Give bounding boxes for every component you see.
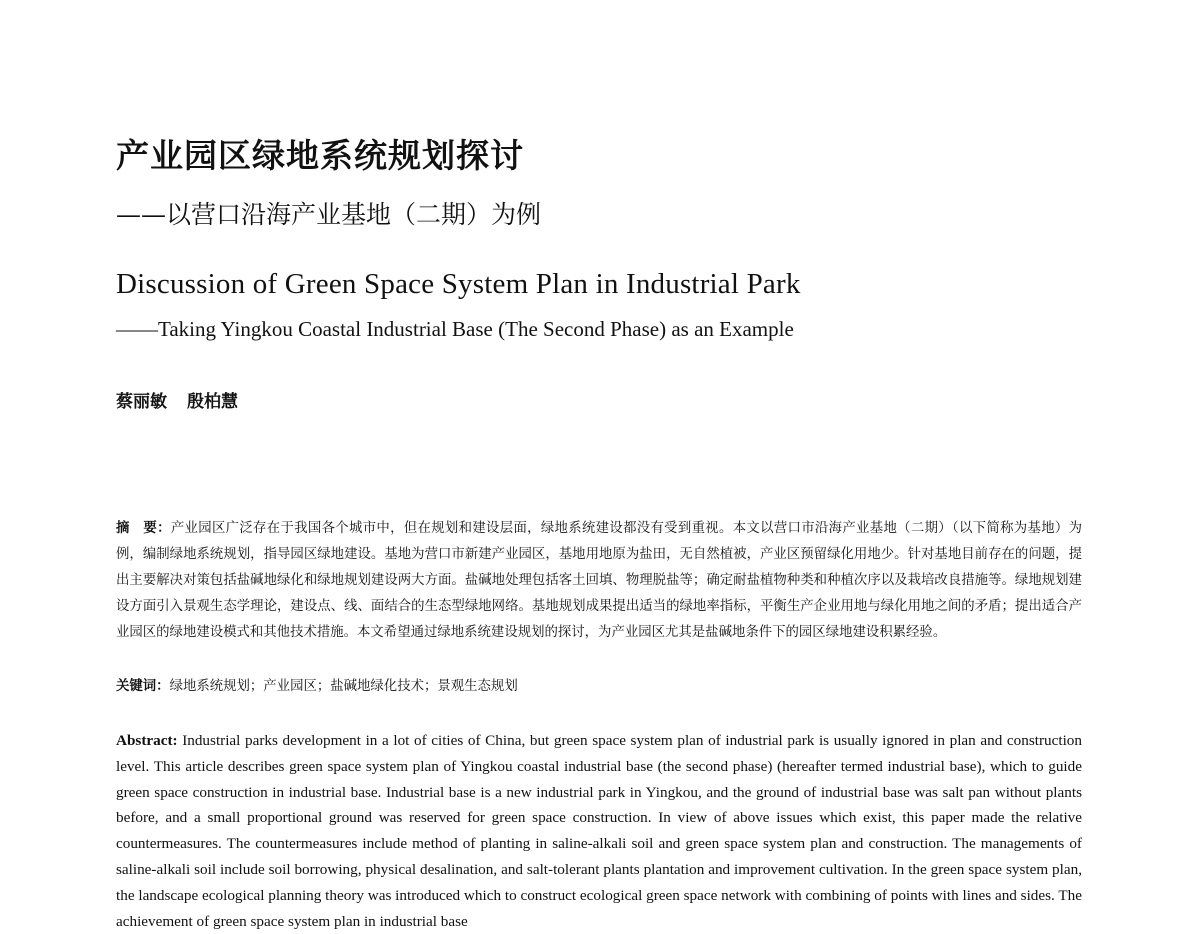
abstract-english-text: Industrial parks development in a lot of cities of China, but green space system plan of industrial park is usually ignored in plan and construction level. This article describes green space system plan of Yingkou coastal industrial base (the second phase) (hereafter termed industrial base), which to guide green space construction in industrial base. Industrial base is a new industrial park in Yingkou, and the ground of industrial base was salt pan without plants before, and a small proportional ground was reserved for green space construction. In view of above issues which exist, this paper made the relative countermeasures. The countermeasures include method of planting in saline-alkali soil and green space system plan and construction. The managements of saline-alkali soil include soil borrowing, physical desalination, and salt-tolerant plants plantation and improvement cultivation. In the green space system plan, the landscape ecological planning theory was introduced which to construct ecological green space network with combining of points with lines and sides. The achievement of green space system plan in industrial base — [116, 732, 1082, 930]
abstract-chinese-text: 产业园区广泛存在于我国各个城市中，但在规划和建设层面，绿地系统建设都没有受到重视。本文以营口市沿海产业基地（二期）（以下简称为基地）为例，编制绿地系统规划，指导园区绿地建设。基地为营口市新建产业园区，基地用地原为盐田，无自然植被，产业区预留绿化用地少。针对基地目前存在的问题，提出主要解决对策包括盐碱地绿化和绿地规划建设两大方面。盐碱地处理包括客土回填、物理脱盐等；确定耐盐植物种类和种植次序以及栽培改良措施等。绿地规划建设方面引入景观生态学理论，建设点、线、面结合的生态型绿地网络。基地规划成果提出适当的绿地率指标，平衡生产企业用地与绿化用地之间的矛盾；提出适合产业园区的绿地建设模式和其他技术措施。本文希望通过绿地系统建设规划的探讨，为产业园区尤其是盐碱地条件下的园区绿地建设积累经验。 — [116, 521, 1083, 640]
subtitle-chinese: ——以营口沿海产业基地（二期）为例 — [116, 200, 542, 229]
keywords-chinese-label: 关键词： — [116, 679, 170, 694]
abstract-chinese-label: 摘 要： — [116, 521, 171, 536]
keywords-chinese-text: 绿地系统规划；产业园区；盐碱地绿化技术；景观生态规划 — [169, 679, 518, 694]
title-english: Discussion of Green Space System Plan in Industrial Park — [116, 268, 801, 300]
author-name: 蔡丽敏 — [116, 392, 167, 412]
authors — [116, 387, 238, 412]
title-chinese: 产业园区绿地系统规划探讨 — [116, 136, 524, 175]
abstract-english-label: Abstract: — [116, 732, 178, 749]
keywords-chinese — [116, 674, 1082, 700]
abstract-english — [116, 728, 1082, 934]
subtitle-english: ——Taking Yingkou Coastal Industrial Base (The Second Phase) as an Example — [116, 317, 794, 341]
abstract-chinese — [116, 516, 1082, 646]
author-name: 殷柏慧 — [187, 392, 238, 412]
